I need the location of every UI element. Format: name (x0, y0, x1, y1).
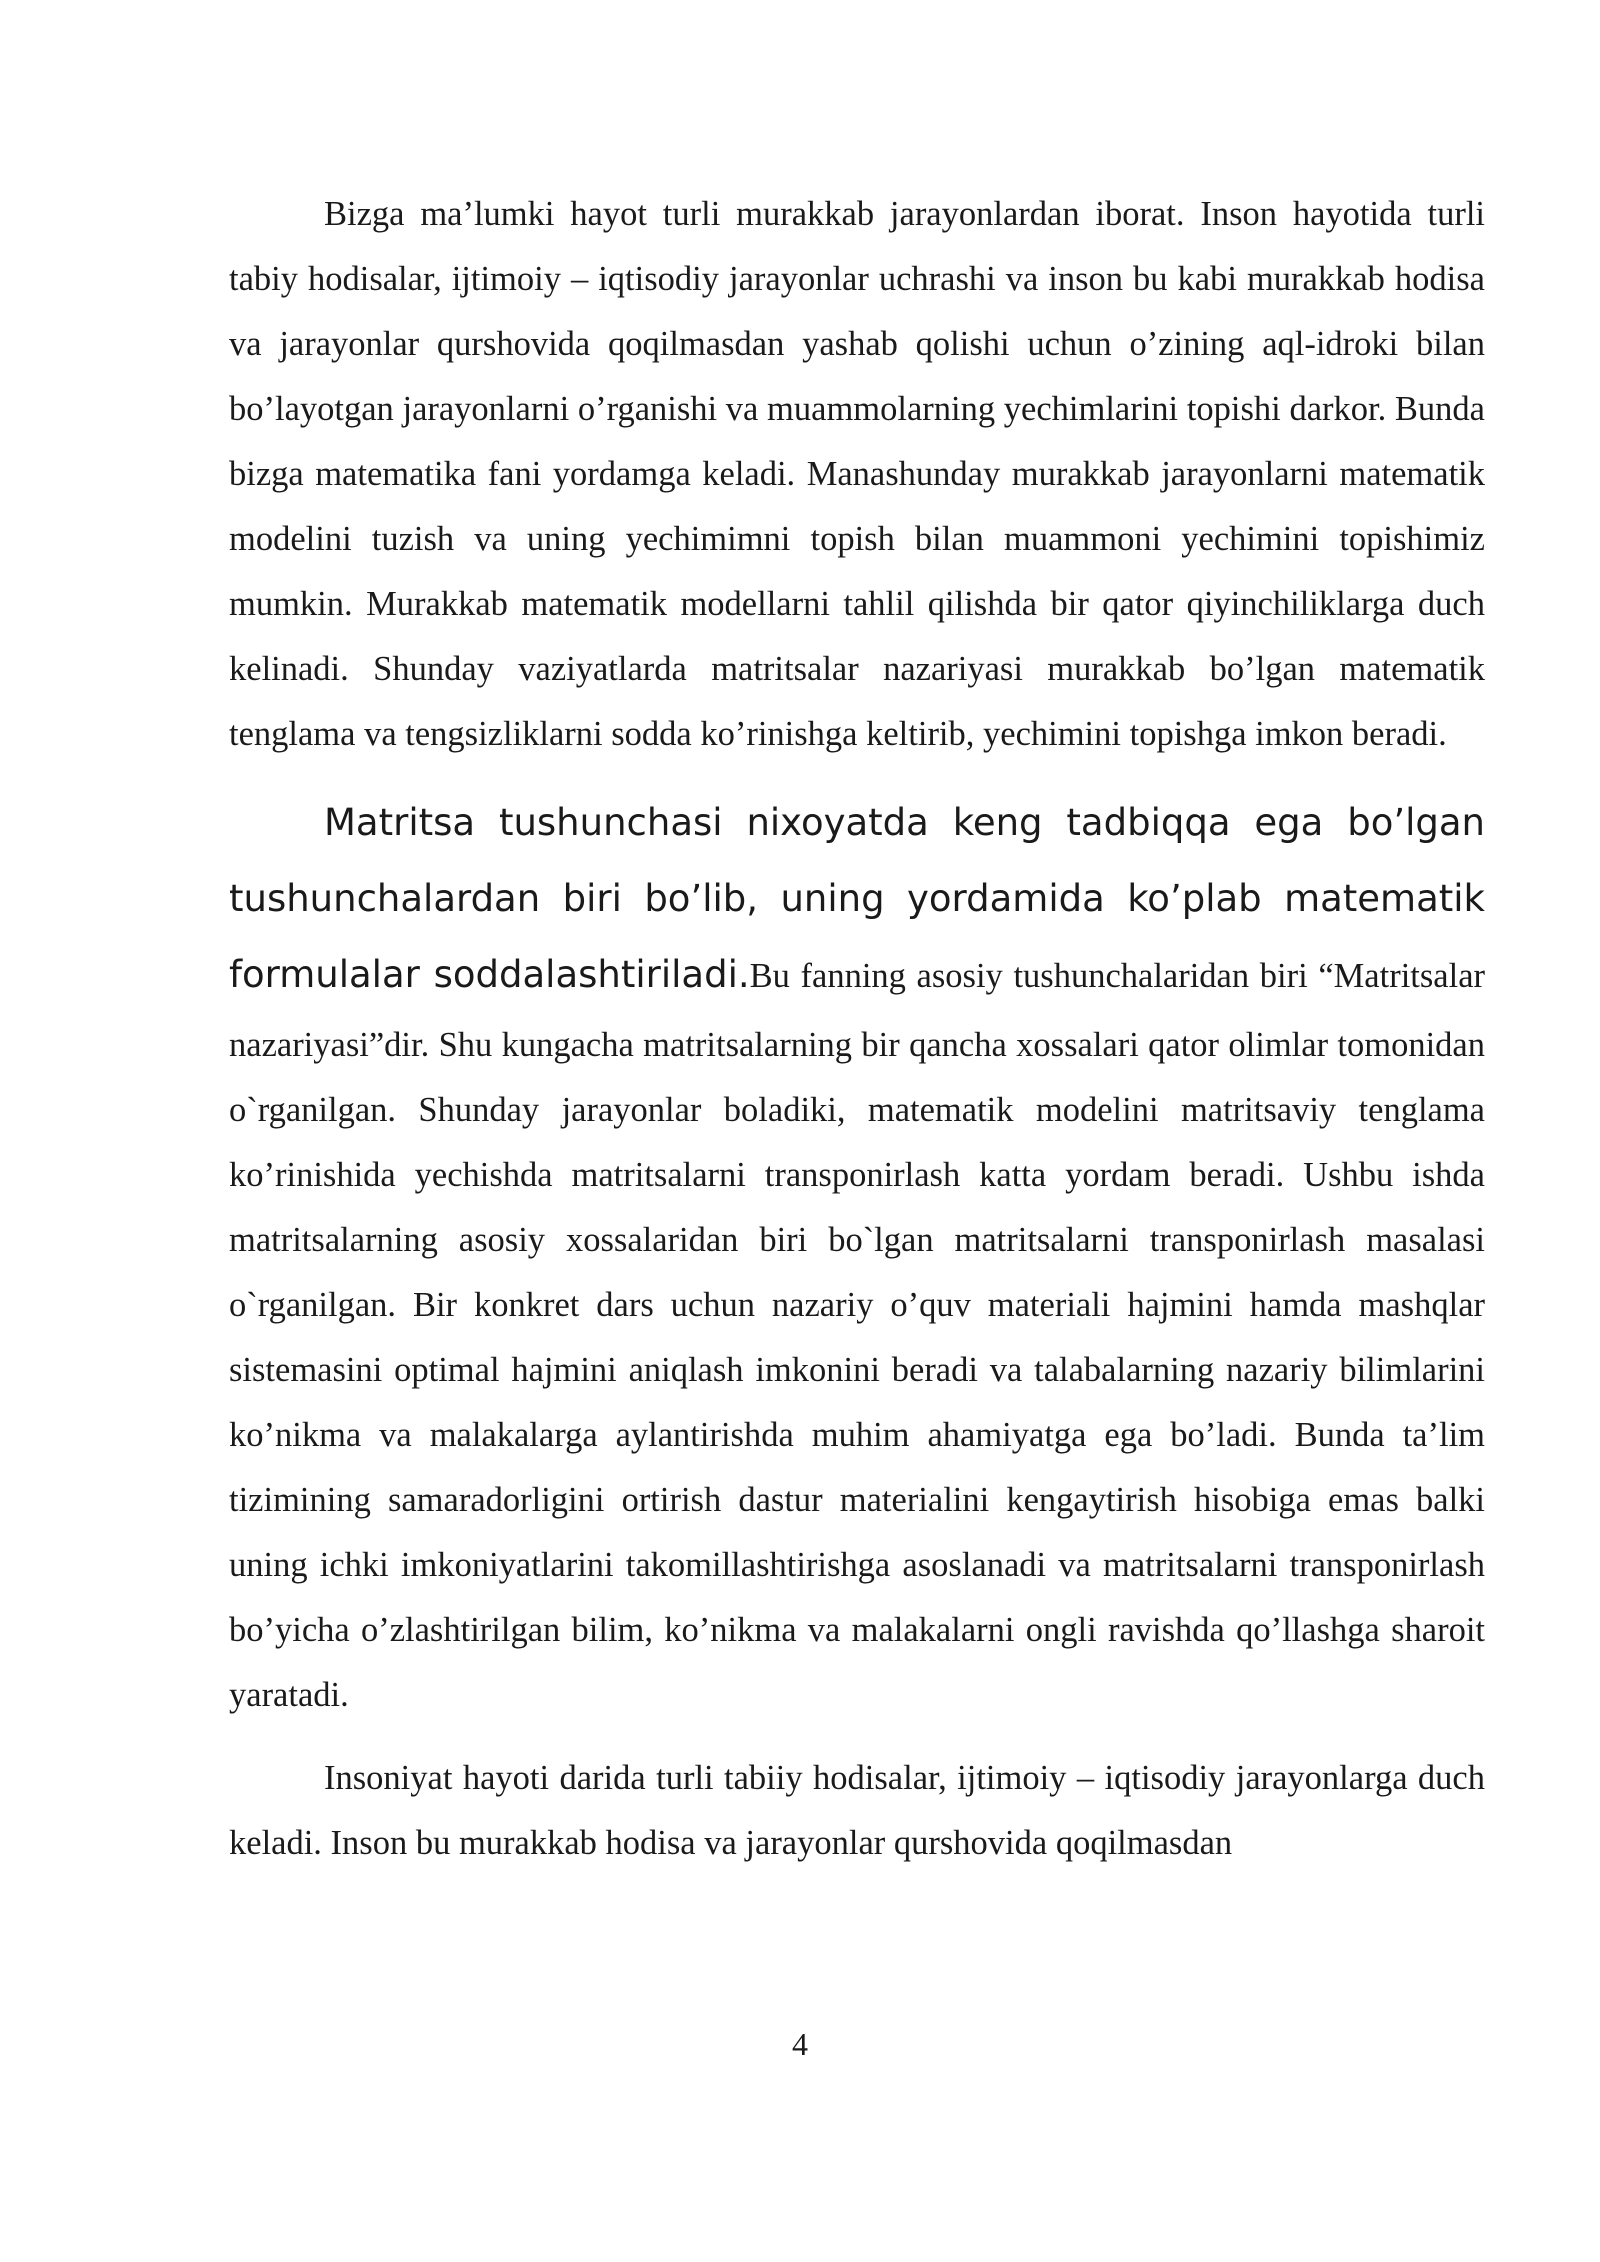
document-body (229, 182, 1485, 1876)
paragraph-humanity-text: Insoniyat hayoti darida turli tabiiy hodisalar, ijtimoiy – iqtisodiy jarayonlarga duch keladi. Inson bu murakkab hodisa va jarayonlar qurshovida qoqilmasdan (229, 1759, 1485, 1862)
paragraph-matrix-concept (229, 785, 1485, 1728)
paragraph-matrix-text: Bu fanning asosiy tushunchalaridan biri “Matritsalar nazariyasi”dir. Shu kungacha matritsalarning bir qancha xossalari qator olimlar tomonidan o`rganilgan. Shunday jarayonlar boladiki, matematik modelini matritsaviy tenglama ko’rinishida yechishda matritsalarni transponirlash katta yordam beradi. Ushbu ishda matritsalarning asosiy xossalaridan biri bo`lgan matritsalarni transponirlash masalasi o`rganilgan. Bir konkret dars uchun nazariy o’quv materiali hajmini hamda mashqlar sistemasini optimal hajmini aniqlash imkonini beradi va talabalarning nazariy bilimlarini ko’nikma va malakalarga aylantirishda muhim ahamiyatga ega bo’ladi. Bunda ta’lim tizimining samaradorligini ortirish dastur materialini kengaytirish hisobiga emas balki uning ichki imkoniyatlarini takomillashtirishga asoslanadi va matritsalarni transponirlash bo’yicha o’zlashtirilgan bilim, ko’nikma va malakalarni ongli ravishda qo’llashga sharoit yaratadi. (229, 957, 1485, 1714)
page-number: 4 (792, 2026, 808, 2062)
paragraph-humanity (229, 1746, 1485, 1876)
paragraph-intro-text: Bizga ma’lumki hayot turli murakkab jarayonlardan iborat. Inson hayotida turli tabiy hodisalar, ijtimoiy – iqtisodiy jarayonlar uchrashi va inson bu kabi murakkab hodisa va jarayonlar qurshovida qoqilmasdan yashab qolishi uchun o’zining aql-idroki bilan bo’layotgan jarayonlarni o’rganishi va muammolarning yechimlarini topishi darkor. Bunda bizga matematika fani yordamga keladi. Manashunday murakkab jarayonlarni matematik modelini tuzish va uning yechimimni topish bilan muammoni yechimini topishimiz mumkin. Murakkab matematik modellarni tahlil qilishda bir qator qiyinchiliklarga duch kelinadi. Shunday vaziyatlarda matritsalar nazariyasi murakkab bo’lgan matematik tenglama va tengsizliklarni sodda ko’rinishga keltirib, yechimini topishga imkon beradi. (229, 195, 1485, 753)
paragraph-intro (229, 182, 1485, 767)
paragraph-matrix-lead: Matritsa tushunchasi nixoyatda keng tadbiqqa ega bo’lgan tushunchalardan biri bo’lib, uning yordamida ko’plab matematik formulalar soddalashtiriladi. (229, 801, 1485, 996)
